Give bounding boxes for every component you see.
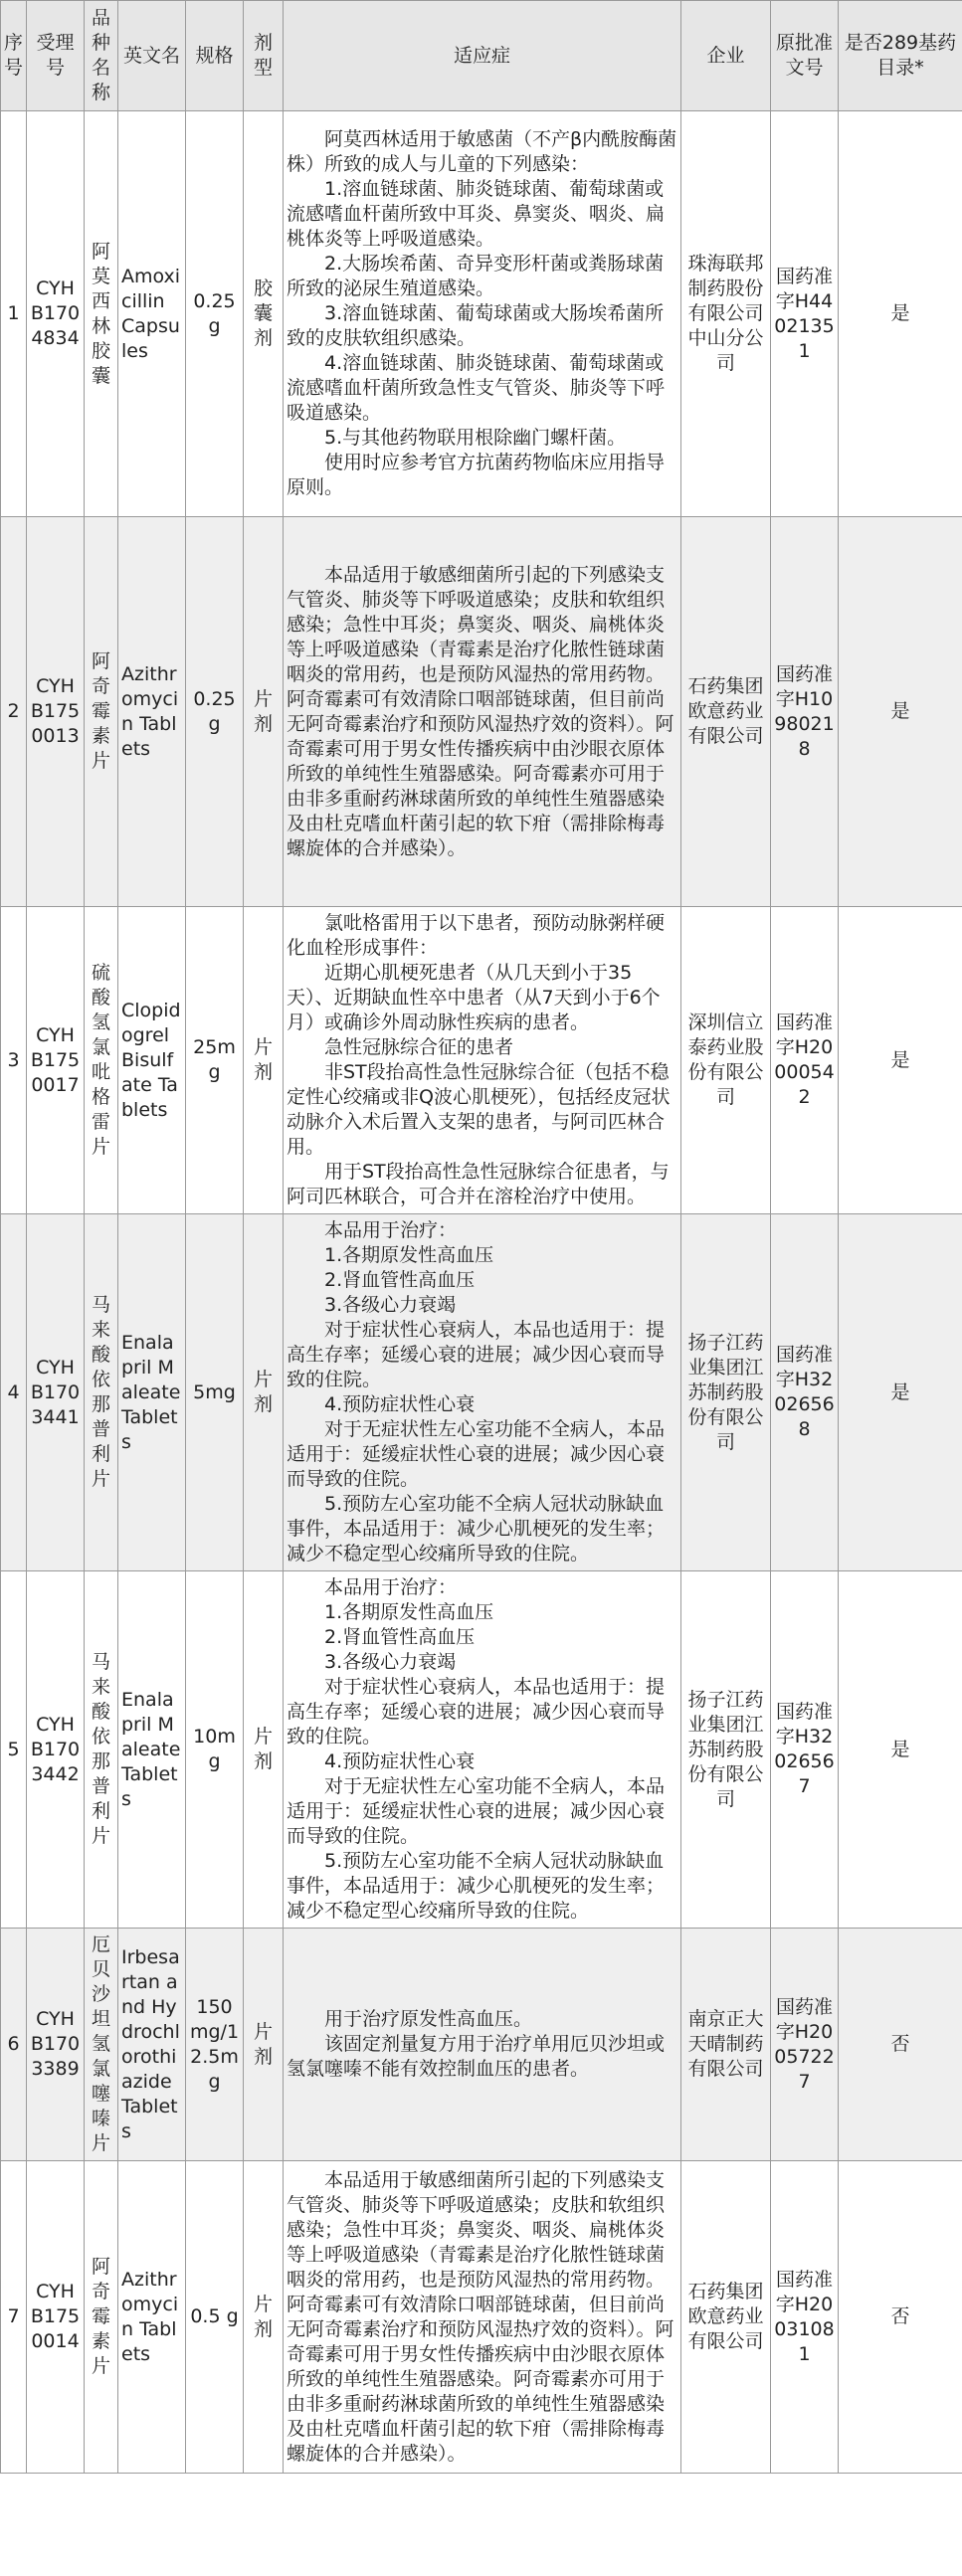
cell-essential: 是 <box>839 517 962 907</box>
cell-english-name: Enalapril Maleate Tablets <box>118 1571 186 1929</box>
table-row <box>1 2161 962 2474</box>
cell-seq: 7 <box>1 2161 27 2474</box>
cell-dosage-form: 片剂 <box>244 2161 284 2474</box>
indication-paragraph: 用于ST段抬高性急性冠脉综合征患者，与阿司匹林联合，可合并在溶栓治疗中使用。 <box>287 1161 670 1207</box>
cell-company: 珠海联邦制药股份有限公司中山分公司 <box>681 111 771 517</box>
cell-approval-no: 国药准字H20031081 <box>771 2161 839 2474</box>
indication-paragraph: 1.各期原发性高血压 <box>324 1244 494 1266</box>
indication-paragraph: 对于症状性心衰病人，本品也适用于：提高生存率；延缓心衰的进展；减少因心衰而导致的住院。 <box>287 1676 666 1748</box>
cell-spec: 10mg <box>186 1571 244 1929</box>
cell-essential: 否 <box>839 2161 962 2474</box>
cell-product-name: 厄贝沙坦氢氯噻嗪片 <box>85 1929 118 2161</box>
indication-paragraph: 5.预防左心室功能不全病人冠状动脉缺血事件，本品适用于：减少心肌梗死的发生率；减少不稳定型心绞痛所导致的住院。 <box>287 1493 666 1564</box>
indication-paragraph: 使用时应参考官方抗菌药物临床应用指导原则。 <box>287 452 666 498</box>
indication-paragraph: 对于无症状性左心室功能不全病人，本品适用于：延缓症状性心衰的进展；减少因心衰而导致的住院。 <box>287 1775 666 1847</box>
cell-english-name: Amoxicillin Capsules <box>118 111 186 517</box>
indication-paragraph: 阿莫西林适用于敏感菌（不产β内酰胺酶菌株）所致的成人与儿童的下列感染： <box>287 128 677 175</box>
cell-english-name: Enalapril Maleate Tablets <box>118 1214 186 1571</box>
cell-company: 深圳信立泰药业股份有限公司 <box>681 907 771 1214</box>
table-row <box>1 907 962 1214</box>
cell-dosage-form: 片剂 <box>244 517 284 907</box>
cell-indication <box>284 1929 681 2161</box>
indication-paragraph: 5.预防左心室功能不全病人冠状动脉缺血事件，本品适用于：减少心肌梗死的发生率；减少不稳定型心绞痛所导致的住院。 <box>287 1850 666 1922</box>
indication-paragraph: 4.溶血链球菌、肺炎链球菌、葡萄球菌或流感嗜血杆菌所致急性支气管炎、肺炎等下呼吸道感染。 <box>287 352 666 424</box>
table-row <box>1 1929 962 2161</box>
cell-approval-no: 国药准字H44021351 <box>771 111 839 517</box>
indication-paragraph: 4.预防症状性心衰 <box>324 1750 476 1772</box>
cell-english-name: Azithromycin Tablets <box>118 2161 186 2474</box>
cell-essential: 是 <box>839 111 962 517</box>
indication-paragraph: 本品适用于敏感细菌所引起的下列感染支气管炎、肺炎等下呼吸道感染；皮肤和软组织感染；急性中耳炎；鼻窦炎、咽炎、扁桃体炎等上呼吸道感染（青霉素是治疗化脓性链球菌咽炎的常用药，也是预防风湿热的常用药物。阿奇霉素可有效清除口咽部链球菌，但目前尚无阿奇霉素治疗和预防风湿热疗效的资料）。阿奇霉素可用于男女性传播疾病中由沙眼衣原体所致的单纯性生殖器感染。阿奇霉素亦可用于由非多重耐药淋球菌所致的单纯性生殖器感染及由杜克嗜血杆菌引起的软下疳（需排除梅毒螺旋体的合并感染）。 <box>287 563 674 859</box>
indication-paragraph: 本品用于治疗： <box>324 1576 458 1598</box>
table-row <box>1 1571 962 1929</box>
cell-approval-no: 国药准字H10980218 <box>771 517 839 907</box>
cell-essential: 否 <box>839 1929 962 2161</box>
cell-accept-no: CYHB1703442 <box>27 1571 85 1929</box>
indication-paragraph: 3.各级心力衰竭 <box>324 1294 457 1316</box>
indication-paragraph: 对于症状性心衰病人，本品也适用于：提高生存率；延缓心衰的进展；减少因心衰而导致的住院。 <box>287 1319 666 1390</box>
cell-seq: 4 <box>1 1214 27 1571</box>
indication-paragraph: 5.与其他药物联用根除幽门螺杆菌。 <box>324 427 627 449</box>
cell-spec: 150mg/12.5mg <box>186 1929 244 2161</box>
indication-paragraph: 本品适用于敏感细菌所引起的下列感染支气管炎、肺炎等下呼吸道感染；皮肤和软组织感染；急性中耳炎；鼻窦炎、咽炎、扁桃体炎等上呼吸道感染（青霉素是治疗化脓性链球菌咽炎的常用药，也是预防风湿热的常用药物。阿奇霉素可有效清除口咽部链球菌，但目前尚无阿奇霉素治疗和预防风湿热疗效的资料）。阿奇霉素可用于男女性传播疾病中由沙眼衣原体所致的单纯性生殖器感染。阿奇霉素亦可用于由非多重耐药淋球菌所致的单纯性生殖器感染及由杜克嗜血杆菌引起的软下疳（需排除梅毒螺旋体的合并感染）。 <box>287 2168 674 2465</box>
header-product-name: 品种名称 <box>85 1 118 111</box>
cell-accept-no: CYHB1703441 <box>27 1214 85 1571</box>
indication-paragraph: 2.肾血管性高血压 <box>324 1269 476 1291</box>
cell-english-name: Irbesartan and Hydrochlorothiazide Tablets <box>118 1929 186 2161</box>
cell-dosage-form: 片剂 <box>244 1929 284 2161</box>
cell-dosage-form: 片剂 <box>244 1214 284 1571</box>
cell-spec: 0.25g <box>186 111 244 517</box>
cell-indication <box>284 1214 681 1571</box>
cell-approval-no: 国药准字H32026568 <box>771 1214 839 1571</box>
cell-accept-no: CYHB1703389 <box>27 1929 85 2161</box>
cell-essential: 是 <box>839 907 962 1214</box>
cell-seq: 1 <box>1 111 27 517</box>
indication-paragraph: 氯吡格雷用于以下患者，预防动脉粥样硬化血栓形成事件： <box>287 912 666 959</box>
cell-indication <box>284 111 681 517</box>
cell-indication <box>284 1571 681 1929</box>
cell-approval-no: 国药准字H32026567 <box>771 1571 839 1929</box>
cell-approval-no: 国药准字H20057227 <box>771 1929 839 2161</box>
cell-spec: 0.25 g <box>186 517 244 907</box>
header-approval-no: 原批准文号 <box>771 1 839 111</box>
cell-seq: 5 <box>1 1571 27 1929</box>
indication-paragraph: 用于治疗原发性高血压。 <box>324 2008 533 2030</box>
cell-seq: 3 <box>1 907 27 1214</box>
cell-product-name: 阿奇霉素片 <box>85 2161 118 2474</box>
cell-accept-no: CYHB1704834 <box>27 111 85 517</box>
indication-paragraph: 对于无症状性左心室功能不全病人，本品适用于：延缓症状性心衰的进展；减少因心衰而导致的住院。 <box>287 1418 666 1490</box>
cell-product-name: 马来酸依那普利片 <box>85 1571 118 1929</box>
cell-dosage-form: 胶囊剂 <box>244 111 284 517</box>
header-company: 企业 <box>681 1 771 111</box>
cell-company: 扬子江药业集团江苏制药股份有限公司 <box>681 1571 771 1929</box>
cell-english-name: Azithromycin Tablets <box>118 517 186 907</box>
cell-english-name: Clopidogrel Bisulfate Tablets <box>118 907 186 1214</box>
indication-paragraph: 近期心肌梗死患者（从几天到小于35天）、近期缺血性卒中患者（从7天到小于6个月）或确诊外周动脉性疾病的患者。 <box>287 962 661 1033</box>
cell-seq: 2 <box>1 517 27 907</box>
table-row <box>1 1214 962 1571</box>
cell-accept-no: CYHB1750017 <box>27 907 85 1214</box>
cell-company: 石药集团欧意药业有限公司 <box>681 517 771 907</box>
cell-company: 扬子江药业集团江苏制药股份有限公司 <box>681 1214 771 1571</box>
header-spec: 规格 <box>186 1 244 111</box>
cell-seq: 6 <box>1 1929 27 2161</box>
indication-paragraph: 3.各级心力衰竭 <box>324 1651 457 1673</box>
header-english-name: 英文名 <box>118 1 186 111</box>
indication-paragraph: 1.溶血链球菌、肺炎链球菌、葡萄球菌或流感嗜血杆菌所致中耳炎、鼻窦炎、咽炎、扁桃体炎等上呼吸道感染。 <box>287 178 666 250</box>
header-essential: 是否289基药目录* <box>839 1 962 111</box>
header-indication: 适应症 <box>284 1 681 111</box>
cell-indication <box>284 517 681 907</box>
header-dosage-form: 剂型 <box>244 1 284 111</box>
cell-company: 南京正大天晴制药有限公司 <box>681 1929 771 2161</box>
indication-paragraph: 3.溶血链球菌、葡萄球菌或大肠埃希菌所致的皮肤软组织感染。 <box>287 302 665 349</box>
indication-paragraph: 4.预防症状性心衰 <box>324 1393 476 1415</box>
cell-accept-no: CYHB1750013 <box>27 517 85 907</box>
indication-paragraph: 急性冠脉综合征的患者 <box>324 1036 514 1058</box>
cell-product-name: 硫酸氢氯吡格雷片 <box>85 907 118 1214</box>
indication-paragraph: 2.大肠埃希菌、奇异变形杆菌或粪肠球菌所致的泌尿生殖道感染。 <box>287 253 665 299</box>
cell-spec: 5mg <box>186 1214 244 1571</box>
table-row <box>1 517 962 907</box>
cell-accept-no: CYHB1750014 <box>27 2161 85 2474</box>
cell-product-name: 马来酸依那普利片 <box>85 1214 118 1571</box>
table-row <box>1 111 962 517</box>
cell-essential: 是 <box>839 1214 962 1571</box>
header-seq: 序号 <box>1 1 27 111</box>
indication-paragraph: 该固定剂量复方用于治疗单用厄贝沙坦或氢氯噻嗪不能有效控制血压的患者。 <box>287 2033 666 2080</box>
cell-company: 石药集团欧意药业有限公司 <box>681 2161 771 2474</box>
indication-paragraph: 2.肾血管性高血压 <box>324 1626 476 1648</box>
indication-paragraph: 1.各期原发性高血压 <box>324 1601 494 1623</box>
cell-essential: 是 <box>839 1571 962 1929</box>
cell-dosage-form: 片剂 <box>244 907 284 1214</box>
cell-product-name: 阿奇霉素片 <box>85 517 118 907</box>
cell-indication <box>284 2161 681 2474</box>
cell-dosage-form: 片剂 <box>244 1571 284 1929</box>
cell-spec: 0.5 g <box>186 2161 244 2474</box>
cell-indication <box>284 907 681 1214</box>
indication-paragraph: 本品用于治疗： <box>324 1219 458 1241</box>
cell-approval-no: 国药准字H20000542 <box>771 907 839 1214</box>
cell-spec: 25mg <box>186 907 244 1214</box>
table-body <box>1 111 962 2474</box>
indication-paragraph: 非ST段抬高性急性冠脉综合征（包括不稳定性心绞痛或非Q波心肌梗死），包括经皮冠状动脉介入术后置入支架的患者，与阿司匹林合用。 <box>287 1061 671 1158</box>
table-header-row <box>1 1 962 111</box>
cell-product-name: 阿莫西林胶囊 <box>85 111 118 517</box>
header-accept-no: 受理号 <box>27 1 85 111</box>
